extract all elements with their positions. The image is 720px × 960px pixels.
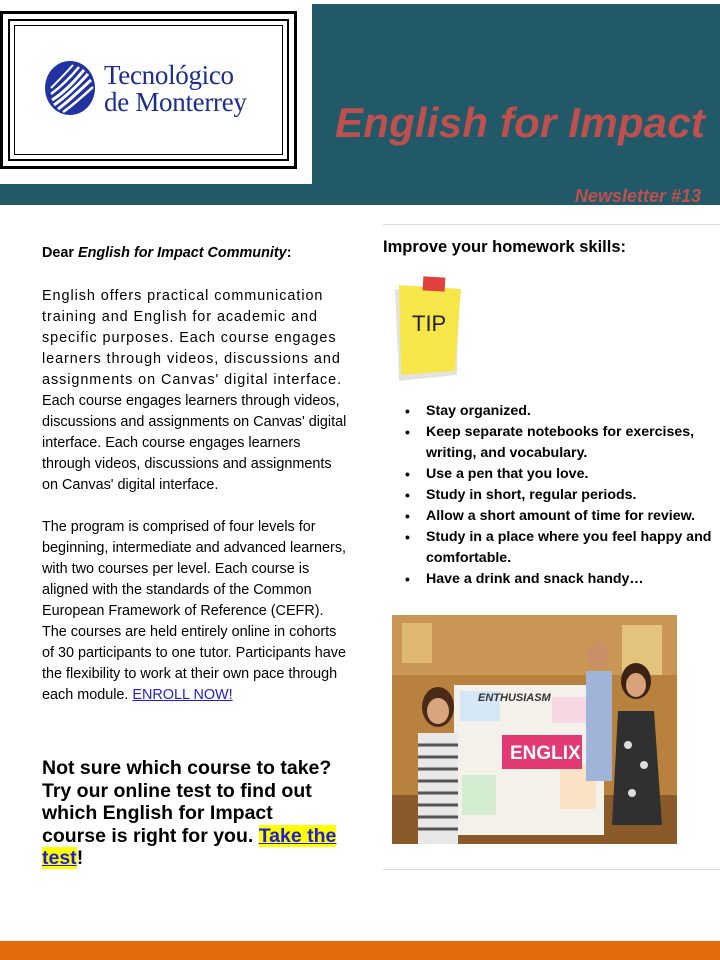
students-poster-photo — [392, 615, 677, 844]
greeting-name: English for Impact Community — [78, 245, 287, 261]
tec-monterrey-seal-icon — [44, 60, 96, 116]
tip-item: • Allow a short amount of time for review. — [383, 506, 720, 527]
newsletter-header — [0, 0, 720, 205]
logo-area — [0, 4, 312, 184]
logo-line-1: Tecnológico — [104, 60, 234, 90]
right-column-divider — [383, 869, 720, 870]
issue-number: Newsletter #13 — [574, 186, 701, 206]
tip-item: • Keep separate notebooks for exercises, writing, and vocabulary. — [383, 422, 720, 464]
take-the-test-link[interactable]: Take the test — [42, 824, 337, 869]
left-column — [42, 243, 347, 706]
poster-title: ENGLIX — [510, 743, 581, 764]
footer-bar — [0, 941, 720, 960]
enroll-now-link[interactable]: ENROLL NOW! — [132, 687, 233, 703]
tip-label: TIP — [412, 311, 447, 336]
intro-paragraph-spaced: English offers practical communication training and English for academic and specific purposes. Each course engages learners through videos, discussions and assignments on Canvas' digital interface. — [42, 288, 343, 388]
tip-item: • Study in short, regular periods. — [383, 485, 720, 506]
program-paragraph: The program is comprised of four levels for beginning, intermediate and advanced learners, with two courses per level. Each course is aligned with the standards of the Common European Framework of Reference (CEFR). The courses are held entirely online in cohorts of 30 participants to one tutor. Participants have the flexibility to work at their own pace through each module. ENROLL NOW! — [42, 519, 347, 703]
homework-tips-list — [383, 401, 720, 590]
tip-item: • Use a pen that you love. — [383, 464, 720, 485]
logo-line-2: de Monterrey — [104, 87, 247, 117]
newsletter-title: English for Impact — [335, 99, 705, 146]
right-column — [383, 224, 720, 587]
intro-paragraph-rest: Each course engages learners through videos, discussions and assignments on Canvas' digital interface. Each course engages learners through videos, discussions and assignments on Canvas' digital interface. — [42, 393, 347, 493]
poster-subtitle: ENTHUSIASM — [478, 692, 551, 704]
online-test-callout: Not sure which course to take? Try our online test to find out which English for Impact course is right for you. Take the test! — [42, 757, 337, 869]
tip-item: • Study in a place where you feel happy and comfortable. — [383, 527, 720, 569]
homework-heading: Improve your homework skills: — [383, 238, 626, 256]
tip-sticky-note-icon — [385, 275, 469, 385]
logo-wordmark — [104, 62, 247, 116]
tip-item: • Have a drink and snack handy… — [383, 569, 720, 590]
tip-item: • Stay organized. — [383, 401, 720, 422]
greeting: Dear English for Impact Community: — [42, 245, 292, 261]
intro-paragraph — [42, 286, 347, 496]
